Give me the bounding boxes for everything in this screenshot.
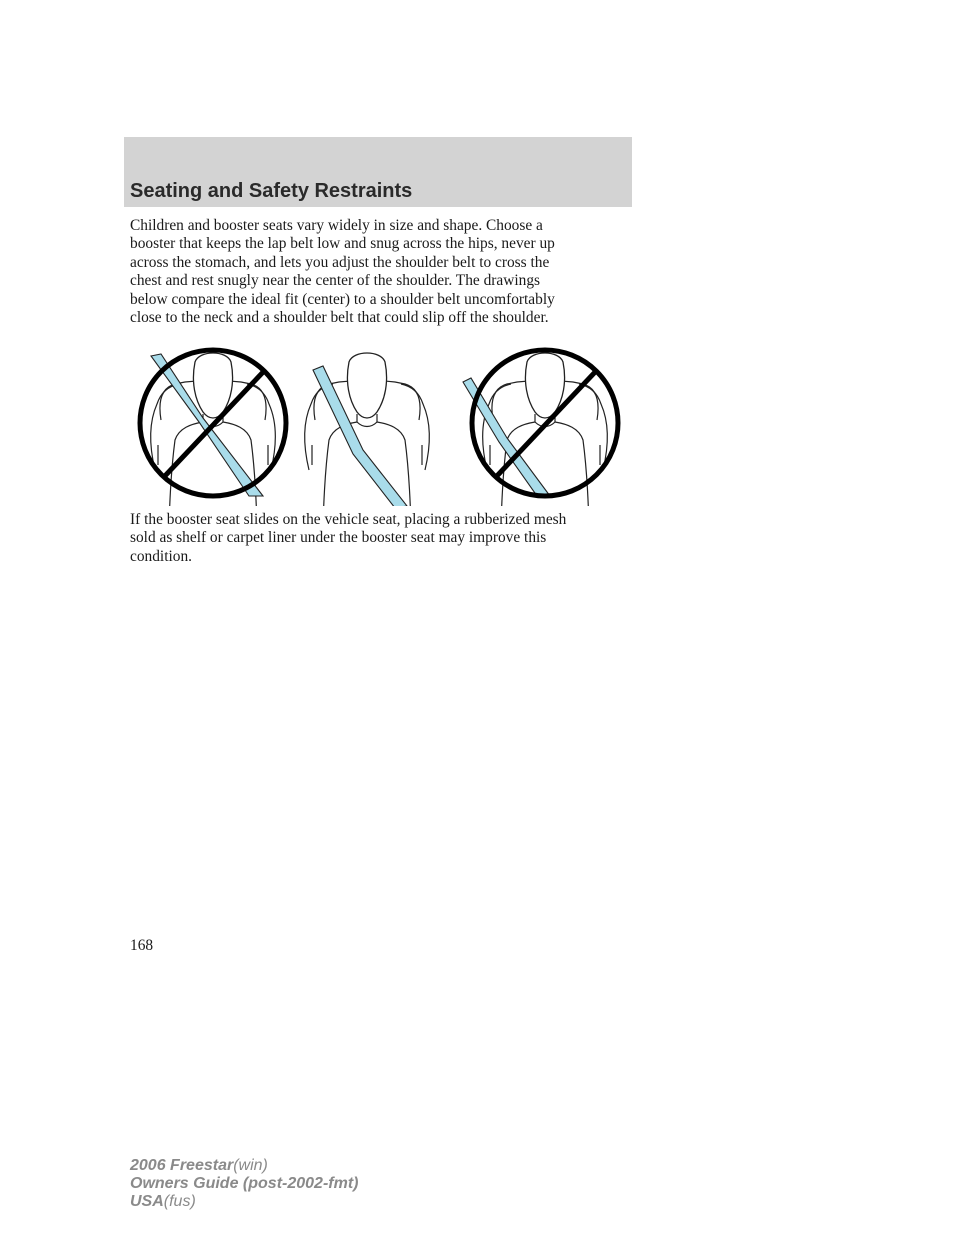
paragraph-line: If the booster seat slides on the vehicle seat, placing a rubberized mesh [130,511,567,528]
footer-line-2: Owners Guide (post-2002-fmt) [130,1175,359,1192]
footer-line-1: 2006 Freestar(win) [130,1157,268,1174]
paragraph-line: booster that keeps the lap belt low and snug across the hips, never up [130,235,555,253]
paragraph-booster-fit [130,217,640,327]
section-title: Seating and Safety Restraints [130,180,413,202]
footer-line-3: USA(fus) [130,1193,196,1210]
paragraph-line: chest and rest snugly near the center of the shoulder. The drawings [130,272,541,290]
paragraph-line: Children and booster seats vary widely in size and shape. Choose a [130,217,543,234]
seat-belt-fit-illustration [134,340,634,506]
paragraph-line: across the stomach, and lets you adjust the shoulder belt to cross the [130,253,550,271]
paragraph-booster-sliding [130,511,640,566]
panel-belt-near-neck [140,350,286,506]
paragraph-line: close to the neck and a shoulder belt that could slip off the shoulder. [130,309,549,327]
paragraph-line: sold as shelf or carpet liner under the booster seat may improve this [130,529,547,547]
page-number: 168 [130,937,154,954]
panel-belt-off-shoulder [463,350,618,506]
paragraph-line: below compare the ideal fit (center) to a shoulder belt uncomfortably [130,290,555,308]
document-footer [130,1157,358,1211]
paragraph-line: condition. [130,547,192,565]
panel-belt-centered-correct [305,353,430,506]
